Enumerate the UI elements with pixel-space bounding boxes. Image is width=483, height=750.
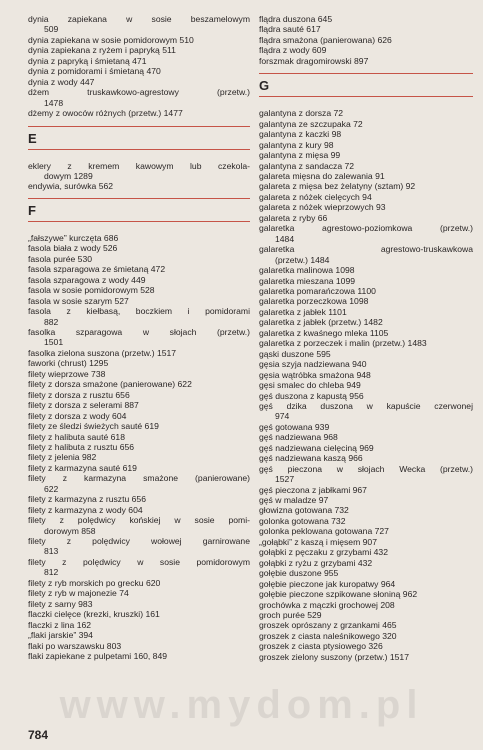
index-entry-text: filety z jelenia 982 [28, 452, 97, 463]
index-entry [259, 108, 473, 118]
index-entry [259, 24, 473, 34]
index-entry [259, 223, 473, 244]
index-entry [28, 327, 250, 348]
index-entry [28, 609, 250, 619]
index-entry-text: galaretka agrestowo-truskawkowa [259, 244, 473, 255]
index-entry [28, 285, 250, 295]
index-entry-text: „fałszywe” kurczęta 686 [28, 232, 119, 243]
index-entry-text: fasola z kiełbasą, boczkiem i pomidorami [28, 306, 250, 317]
index-entry [259, 443, 473, 453]
index-entry [259, 35, 473, 45]
index-entry-text: dżem truskawkowo-agrestowy (przetw.) [28, 87, 250, 98]
index-entry-text: groszek z ciasta naleśnikowego 320 [259, 630, 397, 641]
entries-g [259, 108, 473, 662]
index-entry-text: gęś nadziewana 968 [259, 432, 338, 443]
index-entry-text: gęś nadziewana cielęciną 969 [259, 442, 374, 453]
index-entry [259, 485, 473, 495]
index-entry-text: filety z karmazyna sauté 619 [28, 462, 137, 473]
index-entry [28, 181, 250, 191]
index-entry [259, 422, 473, 432]
index-entry-text: gołębie duszone 955 [259, 568, 339, 579]
index-entry [259, 14, 473, 24]
index-entry [259, 370, 473, 380]
index-entry-text: galareta z mięsa bez żelatyny (sztam) 92 [259, 181, 416, 192]
index-entry-text: fasolka szparagowa w słojach (przetw.) [28, 326, 250, 337]
index-entry-text: flądra duszona 645 [259, 14, 333, 24]
index-entry [259, 276, 473, 286]
index-entry [28, 400, 250, 410]
index-entry [28, 77, 250, 87]
entries-e [28, 161, 250, 192]
index-entry [259, 286, 473, 296]
index-entry-text: flądra sauté 617 [259, 24, 321, 35]
index-entry [259, 307, 473, 317]
index-entry-text: galaretka z porzeczek i malin (przetw.) 1483 [259, 338, 427, 349]
index-entry [28, 421, 250, 431]
index-entry-text: filety z polędwicy końskiej w sosie pomi- [28, 515, 250, 526]
index-entry-text: eklery z kremem kawowym lub czekola- [28, 160, 250, 171]
index-entry [28, 264, 250, 274]
index-entry-text: filety z dorsza smażone (panierowane) 622 [28, 379, 192, 390]
index-entry [28, 473, 250, 494]
index-entry-text: groszek zielony suszony (przetw.) 1517 [259, 651, 409, 662]
section-rule [28, 198, 250, 199]
index-entry-text: galaretka z jabłek (przetw.) 1482 [259, 317, 383, 328]
index-entry-text: gęś pieczona z jabłkami 967 [259, 484, 367, 495]
index-entry-continuation: 882 [44, 316, 59, 327]
index-entry-text: gęś pieczona w słojach Wecka (przetw.) [259, 463, 473, 474]
index-entry-text: grochówka z mączki grochowej 208 [259, 599, 395, 610]
index-entry-text: gęś duszona z kapustą 956 [259, 390, 364, 401]
index-entry-text: gęś dzika duszona w kapuście czerwonej [259, 400, 473, 411]
index-entry [28, 494, 250, 504]
index-entry [28, 536, 250, 557]
section-letter-f: F [28, 202, 36, 218]
index-entry [28, 35, 250, 45]
index-entry-text: galaretka mieszana 1099 [259, 275, 356, 286]
index-entry [259, 213, 473, 223]
index-entry-continuation: 1527 [275, 474, 295, 485]
index-entry-text: gołębie pieczone jak kuropatwy 964 [259, 578, 396, 589]
index-entry-text: fasola purée 530 [28, 253, 93, 264]
index-entry-text: filety z halibuta z rusztu 656 [28, 441, 135, 452]
index-entry-text: flaczki cielęce (krezki, kruszki) 161 [28, 609, 160, 620]
index-entry [28, 87, 250, 108]
index-entry-text: galantyna z dorsza 72 [259, 108, 344, 119]
index-entry-text: gęsi smalec do chleba 949 [259, 380, 361, 391]
index-entry [259, 516, 473, 526]
index-entry [259, 181, 473, 191]
index-entry [259, 453, 473, 463]
index-entry-continuation: 813 [44, 546, 59, 557]
index-entry [259, 171, 473, 181]
index-entry [259, 265, 473, 275]
index-entry [259, 56, 473, 66]
entries-f-continued [259, 14, 473, 66]
index-entry-text: galareta z ryby 66 [259, 212, 328, 223]
index-entry-text: filety wieprzowe 738 [28, 368, 106, 379]
section-rule [28, 221, 250, 222]
index-entry [28, 641, 250, 651]
index-entry [259, 150, 473, 160]
entries-d [28, 14, 250, 119]
section-e [28, 126, 250, 150]
index-entry-text: faworki (chrust) 1295 [28, 358, 109, 369]
index-entry-text: forszmak dragomirowski 897 [259, 55, 369, 66]
section-rule [259, 96, 473, 97]
index-entry-text: gęś w maladze 97 [259, 495, 329, 506]
index-entry [28, 463, 250, 473]
index-entry-text: gołąbki z pęczaku z grzybami 432 [259, 547, 388, 558]
index-entry-text: golonka gotowana 732 [259, 515, 346, 526]
index-entry [259, 495, 473, 505]
index-entry [259, 317, 473, 327]
index-entry [28, 390, 250, 400]
index-entry-text: galantyna z kaczki 98 [259, 129, 342, 140]
index-entry-text: fasola w sosie szarym 527 [28, 295, 129, 306]
index-entry [259, 432, 473, 442]
index-entry [28, 161, 250, 182]
index-entry [259, 401, 473, 422]
index-entry-text: filety z polędwicy w sosie pomidorowym [28, 556, 250, 567]
section-g [259, 73, 473, 97]
index-entry [259, 296, 473, 306]
index-entry-continuation: dorowym 858 [44, 525, 96, 536]
index-entry [259, 620, 473, 630]
index-entry [28, 66, 250, 76]
index-entry [259, 119, 473, 129]
right-column [259, 14, 473, 662]
left-column [28, 14, 250, 661]
index-entry [259, 652, 473, 662]
index-entry [259, 202, 473, 212]
index-entry [259, 568, 473, 578]
index-entry-text: flądra smażona (panierowana) 626 [259, 34, 392, 45]
index-entry-text: dynia z papryką i śmietaną 471 [28, 55, 147, 66]
index-entry-text: filety z dorsza z selerami 887 [28, 400, 139, 411]
index-entry [28, 442, 250, 452]
index-entry [28, 275, 250, 285]
index-entry [259, 338, 473, 348]
index-entry [28, 296, 250, 306]
index-entry-text: flaki zapiekane z pulpetami 160, 849 [28, 651, 168, 662]
index-entry [28, 505, 250, 515]
index-entry [259, 600, 473, 610]
index-entry-text: filety z dorsza z rusztu 656 [28, 389, 130, 400]
index-entry-text: gęś nadziewana kaszą 966 [259, 453, 363, 464]
index-entry-text: gęsia szyja nadziewana 940 [259, 359, 367, 370]
section-rule [28, 149, 250, 150]
index-entry-text: filety z karmazyna z wody 604 [28, 504, 143, 515]
index-entry [259, 526, 473, 536]
index-entry-text: dynia zapiekana w sosie pomidorowym 510 [28, 34, 194, 45]
index-entry [28, 306, 250, 327]
index-entry-text: filety z ryb w majonezie 74 [28, 588, 129, 599]
index-entry-text: gołębie pieczone szpikowane słoniną 962 [259, 589, 418, 600]
index-entry [259, 631, 473, 641]
index-entry [28, 56, 250, 66]
index-entry [259, 349, 473, 359]
index-entry-text: groch purée 529 [259, 610, 322, 621]
index-entry [259, 192, 473, 202]
index-entry [259, 129, 473, 139]
index-entry-text: galareta z nóżek wieprzowych 93 [259, 202, 386, 213]
index-entry [28, 630, 250, 640]
index-entry [259, 328, 473, 338]
index-entry-text: fasola szparagowa z wody 449 [28, 274, 146, 285]
index-entry-text: flaki po warszawsku 803 [28, 640, 122, 651]
index-entry [28, 358, 250, 368]
section-f [28, 198, 250, 222]
index-entry [28, 14, 250, 35]
index-entry [28, 369, 250, 379]
index-entry-text: filety ze śledzi świeżych sauté 619 [28, 421, 159, 432]
index-entry [28, 651, 250, 661]
index-entry [259, 464, 473, 485]
index-entry [28, 599, 250, 609]
index-entry-text: filety z polędwicy wołowej garnirowane [28, 536, 250, 547]
index-entry-continuation: 1478 [44, 97, 64, 108]
index-entry-text: dynia zapiekana z ryżem i papryką 511 [28, 45, 176, 56]
index-entry-text: filety z ryb morskich po grecku 620 [28, 577, 161, 588]
index-entry-continuation: 622 [44, 483, 59, 494]
section-letter-g: G [259, 78, 270, 94]
index-entry-text: groszek oprószany z grzankami 465 [259, 620, 397, 631]
index-entry [28, 515, 250, 536]
index-entry-text: filety z dorsza z wody 604 [28, 410, 127, 421]
index-entry-text: galareta z nóżek cielęcych 94 [259, 191, 372, 202]
index-entry-text: dynia z wody 447 [28, 76, 95, 87]
index-entry-text: fasolka zielona suszona (przetw.) 1517 [28, 347, 177, 358]
index-entry [28, 233, 250, 243]
index-entry [28, 108, 250, 118]
index-entry-text: galaretka z kwaśnego mleka 1105 [259, 327, 389, 338]
index-entry [28, 588, 250, 598]
index-entry-text: filety z karmazyna z rusztu 656 [28, 494, 146, 505]
index-entry-text: gęsia wątróbka smażona 948 [259, 369, 371, 380]
section-letter-e: E [28, 130, 37, 146]
index-entry [28, 243, 250, 253]
index-entry [259, 45, 473, 55]
index-entry [259, 641, 473, 651]
index-entry [28, 557, 250, 578]
index-entry [259, 505, 473, 515]
index-entry-continuation: 509 [44, 24, 59, 35]
index-entry-text: gąski duszone 595 [259, 348, 331, 359]
index-entry-text: „gołąbki” z kaszą i mięsem 907 [259, 536, 377, 547]
index-entry-text: dynia zapiekana w sosie beszamelowym [28, 14, 250, 24]
index-entry [28, 432, 250, 442]
index-entry [28, 45, 250, 55]
index-entry-continuation: 1501 [44, 337, 64, 348]
index-entry [259, 589, 473, 599]
index-entry [259, 579, 473, 589]
index-entry-continuation: 1484 [275, 233, 295, 244]
index-entry [28, 578, 250, 588]
index-entry-text: głowizna gotowana 732 [259, 505, 349, 516]
index-entry [259, 537, 473, 547]
index-entry-text: golonka peklowana gotowana 727 [259, 526, 389, 537]
index-entry-text: dżemy z owoców różnych (przetw.) 1477 [28, 108, 183, 119]
index-entry [259, 547, 473, 557]
index-entry [28, 411, 250, 421]
index-entry-text: galantyna ze szczupaka 72 [259, 118, 363, 129]
index-entry-text: galareta mięsna do zalewania 91 [259, 170, 385, 181]
watermark: www.mydom.pl [59, 683, 424, 727]
index-entry-text: fasola szparagowa ze śmietaną 472 [28, 264, 166, 275]
index-entry-text: flaczki z lina 162 [28, 619, 92, 630]
index-entry-text: galaretka agrestowo-poziomkowa (przetw.) [259, 223, 473, 234]
index-entry-text: filety z karmazyna smażone (panierowane) [28, 473, 250, 484]
index-entry [259, 380, 473, 390]
index-entry-text: dynia z pomidorami i śmietaną 470 [28, 66, 161, 77]
index-entry [28, 452, 250, 462]
index-entry [259, 161, 473, 171]
entries-f [28, 233, 250, 662]
index-entry-text: filety z halibuta sauté 618 [28, 431, 125, 442]
index-entry-continuation: 974 [275, 411, 290, 422]
index-entry [259, 391, 473, 401]
index-entry [259, 140, 473, 150]
index-entry-continuation: (przetw.) 1484 [275, 254, 330, 265]
index-entry [28, 348, 250, 358]
section-rule [28, 126, 250, 127]
index-entry-text: galantyna z sandacza 72 [259, 160, 355, 171]
page-number: 784 [28, 728, 49, 742]
index-entry-text: galaretka z jabłek 1101 [259, 306, 347, 317]
index-entry-text: flądra z wody 609 [259, 45, 327, 56]
index-entry-text: filety z sarny 983 [28, 598, 93, 609]
index-entry-text: gęś gotowana 939 [259, 421, 330, 432]
index-entry-text: galantyna z kury 98 [259, 139, 334, 150]
index-entry-text: fasola biała z wody 526 [28, 243, 118, 254]
index-entry-text: groszek z ciasta ptysiowego 326 [259, 641, 383, 652]
index-entry [259, 244, 473, 265]
index-entry [259, 558, 473, 568]
index-entry-text: galaretka porzeczkowa 1098 [259, 296, 369, 307]
index-entry-text: endywia, surówka 562 [28, 181, 114, 192]
index-entry-continuation: dowym 1289 [44, 170, 93, 181]
index-entry-text: galantyna z mięsa 99 [259, 150, 341, 161]
index-entry-text: „flaki jarskie” 394 [28, 630, 93, 641]
index-entry-text: galaretka pomarańczowa 1100 [259, 285, 376, 296]
index-entry [28, 254, 250, 264]
index-entry [28, 620, 250, 630]
index-entry-continuation: 812 [44, 567, 59, 578]
section-rule [259, 73, 473, 74]
index-entry [259, 359, 473, 369]
index-entry-text: galaretka malinowa 1098 [259, 265, 355, 276]
index-entry-text: fasola w sosie pomidorowym 528 [28, 285, 155, 296]
index-entry-text: gołąbki z ryżu z grzybami 432 [259, 557, 373, 568]
index-entry [259, 610, 473, 620]
index-entry [28, 379, 250, 389]
